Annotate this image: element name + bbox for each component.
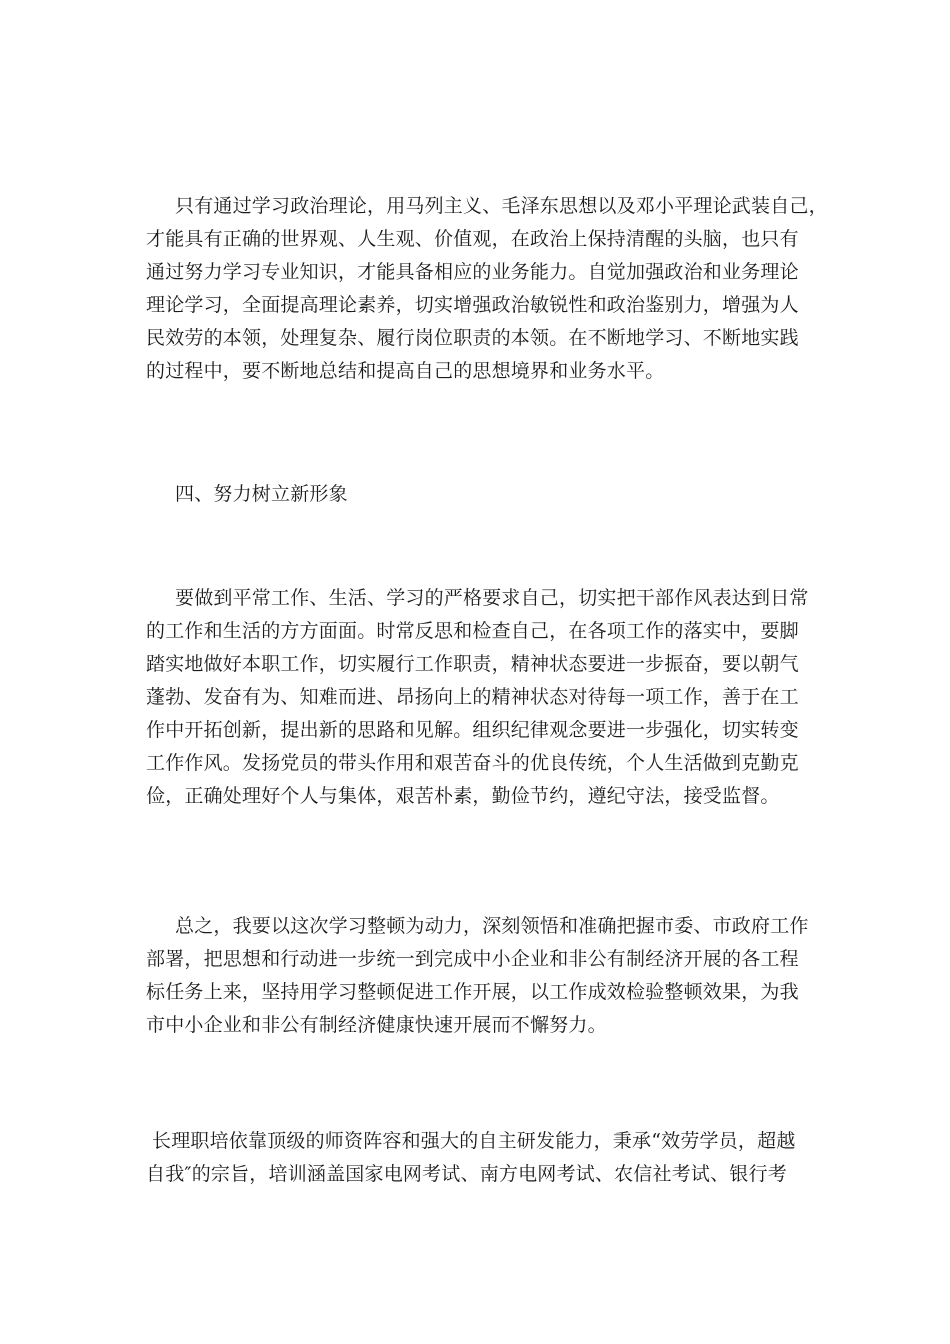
paragraph-line: 部署，把思想和行动进一步统一到完成中小企业和非公有制经济开展的各工程: [146, 948, 799, 970]
paragraph-line: 标任务上来，坚持用学习整顿促进工作开展，以工作成效检验整顿效果，为我: [146, 981, 799, 1003]
paragraph-line: 踏实地做好本职工作，切实履行工作职责，精神状态要进一步振奋，要以朝气: [146, 653, 799, 675]
paragraph-conclusion: [146, 910, 809, 1042]
paragraph-line: 自我″的宗旨，培训涵盖国家电网考试、南方电网考试、农信社考试、银行考: [146, 1163, 787, 1185]
paragraph-line: 蓬勃、发奋有为、知难而进、昂扬向上的精神状态对待每一项工作，善于在工: [146, 686, 799, 708]
paragraph-line: 市中小企业和非公有制经济健康快速开展而不懈努力。: [146, 1014, 607, 1036]
paragraph-line: 长理职培依靠顶级的师资阵容和强大的自主研发能力，秉承“效劳学员，超越: [152, 1130, 796, 1152]
paragraph-line: 才能具有正确的世界观、人生观、价值观，在政治上保持清醒的头脑，也只有: [146, 228, 799, 250]
paragraph-new-image: [146, 582, 809, 813]
paragraph-line: 通过努力学习专业知识，才能具备相应的业务能力。自觉加强政治和业务理论: [146, 261, 799, 283]
paragraph-line: 理论学习，全面提高理论素养，切实增强政治敏锐性和政治鉴别力，增强为人: [146, 294, 799, 316]
paragraph-line: 工作作风。发扬党员的带头作用和艰苦奋斗的优良传统，个人生活做到克勤克: [146, 752, 799, 774]
paragraph-political-theory: [146, 190, 828, 388]
paragraph-line: 总之，我要以这次学习整顿为动力，深刻领悟和准确把握市委、市政府工作: [175, 915, 809, 937]
paragraph-line: 只有通过学习政治理论，用马列主义、毛泽东思想以及邓小平理论武装自己，: [175, 195, 828, 217]
paragraph-line: 作中开拓创新，提出新的思路和见解。组织纪律观念要进一步强化，切实转变: [146, 719, 799, 741]
section-heading: [146, 478, 806, 511]
paragraph-advertisement: [146, 1125, 806, 1191]
section-heading-text: 四、努力树立新形象: [175, 483, 348, 505]
paragraph-line: 俭，正确处理好个人与集体，艰苦朴素，勤俭节约，遵纪守法，接受监督。: [146, 785, 780, 807]
paragraph-line: 的过程中，要不断地总结和提高自己的思想境界和业务水平。: [146, 360, 665, 382]
paragraph-line: 民效劳的本领，处理复杂、履行岗位职责的本领。在不断地学习、不断地实践: [146, 327, 799, 349]
paragraph-line: 要做到平常工作、生活、学习的严格要求自己，切实把干部作风表达到日常: [175, 587, 809, 609]
paragraph-line: 的工作和生活的方方面面。时常反思和检查自己，在各项工作的落实中，要脚: [146, 620, 799, 642]
